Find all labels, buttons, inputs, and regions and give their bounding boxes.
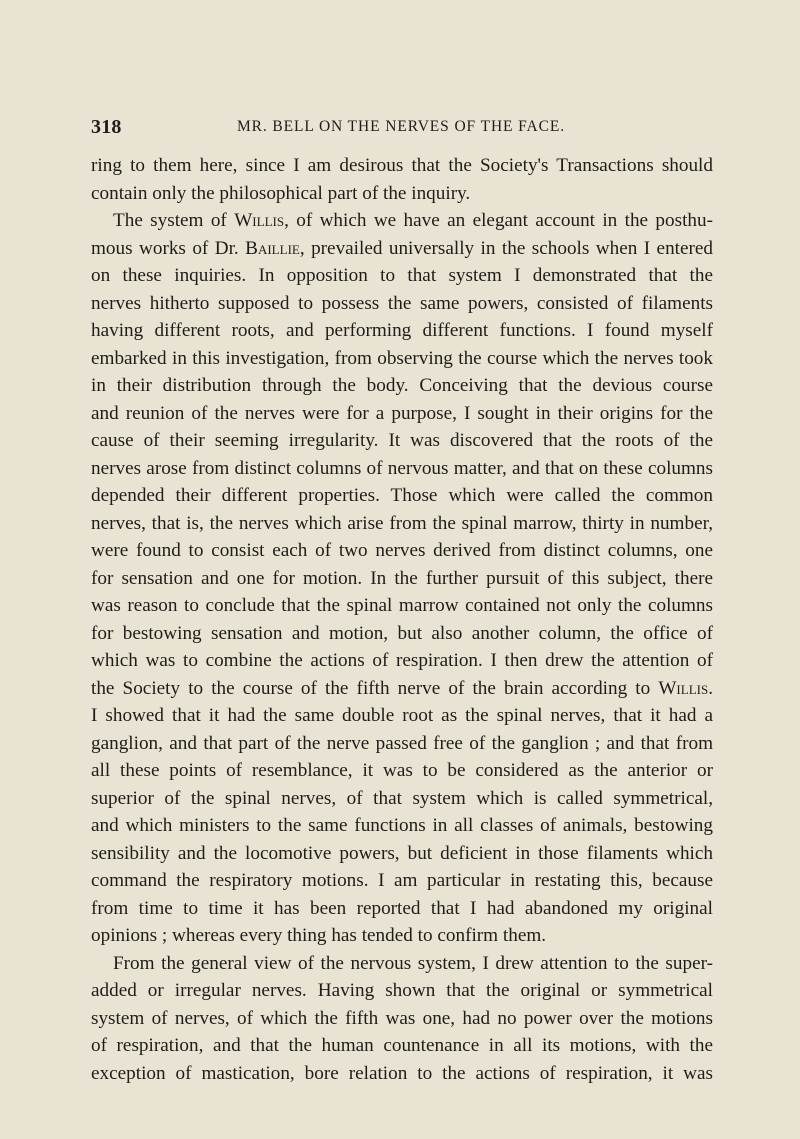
text-line: contain only the philosophical part of the inquiry. xyxy=(91,182,471,204)
text-line: nerves, that is, the nerves which arise from the spinal marrow, thirty in number, xyxy=(91,512,713,534)
text-line: having different roots, and performing different functions. I found myself xyxy=(91,320,713,341)
text-line: added or irregular nerves. Having shown that the original or symmetrical xyxy=(91,980,713,1001)
text-line: for sensation and one for motion. In the further pursuit of this subject, there xyxy=(91,567,713,589)
name-willis: Willis xyxy=(658,677,709,699)
text-line: of respiration, and that the human countenance in all its motions, with the xyxy=(91,1035,713,1056)
text-line: and reunion of the nerves were for a purpose, I sought in their origins for the xyxy=(91,402,713,424)
text-line: and which ministers to the same functions in all classes of animals, bestowing xyxy=(91,815,713,836)
text-line: all these points of resemblance, it was to be considered as the anterior or xyxy=(91,760,713,781)
text-line: embarked in this investigation, from observing the course which the nerves took xyxy=(91,347,713,369)
paragraph-continued xyxy=(91,152,713,207)
text-line: which was to combine the actions of respiration. I then drew the attention of xyxy=(91,650,713,671)
text-line: for bestowing sensation and motion, but also another column, the office of xyxy=(91,622,713,644)
text-line: system of nerves, of which the fifth was one, had no power over the motions xyxy=(91,1007,713,1029)
text-line: the Society to the course of the fifth nerve of the brain according to Willis. xyxy=(91,677,713,699)
text-line: The system of Willis, of which we have an elegant account in the posthu- xyxy=(113,210,713,231)
text-line: nerves arose from distinct columns of nervous matter, and that on these columns xyxy=(91,457,713,479)
paragraph-system-of-willis xyxy=(91,207,713,950)
text-line: sensibility and the locomotive powers, but deficient in those filaments which xyxy=(91,842,713,864)
name-willis: Willis xyxy=(234,210,285,231)
text-line: mous works of Dr. Baillie, prevailed universally in the schools when I entered xyxy=(91,237,714,259)
text-line: cause of their seeming irregularity. It was discovered that the roots of the xyxy=(91,430,713,451)
text-line: on these inquiries. In opposition to that system I demonstrated that the xyxy=(91,265,713,286)
text-line: opinions ; whereas every thing has tended to confirm them. xyxy=(91,925,547,946)
paragraph-general-view xyxy=(91,950,713,1088)
page-number: 318 xyxy=(91,116,122,138)
text-line: command the respiratory motions. I am particular in restating this, because xyxy=(91,870,713,891)
text-line: ganglion, and that part of the nerve passed free of the ganglion ; and that from xyxy=(91,732,713,754)
text-line: depended their different properties. Those which were called the common xyxy=(91,485,713,506)
body-text xyxy=(91,152,713,1087)
page-header xyxy=(91,116,711,140)
name-baillie: Baillie xyxy=(245,237,300,259)
text-line: exception of mastication, bore relation to the actions of respiration, it was xyxy=(91,1062,713,1084)
text-line: was reason to conclude that the spinal marrow contained not only the columns xyxy=(91,595,713,616)
text-line: nerves hitherto supposed to possess the same powers, consisted of filaments xyxy=(91,292,713,314)
running-head: MR. BELL ON THE NERVES OF THE FACE. xyxy=(236,118,566,135)
text-line: were found to consist each of two nerves derived from distinct columns, one xyxy=(91,540,713,561)
text-line: from time to time it has been reported that I had abandoned my original xyxy=(91,897,713,919)
text-line: From the general view of the nervous system, I drew attention to the super- xyxy=(113,952,713,974)
text-line: I showed that it had the same double root as the spinal nerves, that it had a xyxy=(91,705,713,726)
text-line: superior of the spinal nerves, of that system which is called symmetrical, xyxy=(91,787,713,809)
text-line: in their distribution through the body. Conceiving that the devious course xyxy=(91,375,713,396)
text-line: ring to them here, since I am desirous that the Society's Transactions should xyxy=(91,155,713,176)
